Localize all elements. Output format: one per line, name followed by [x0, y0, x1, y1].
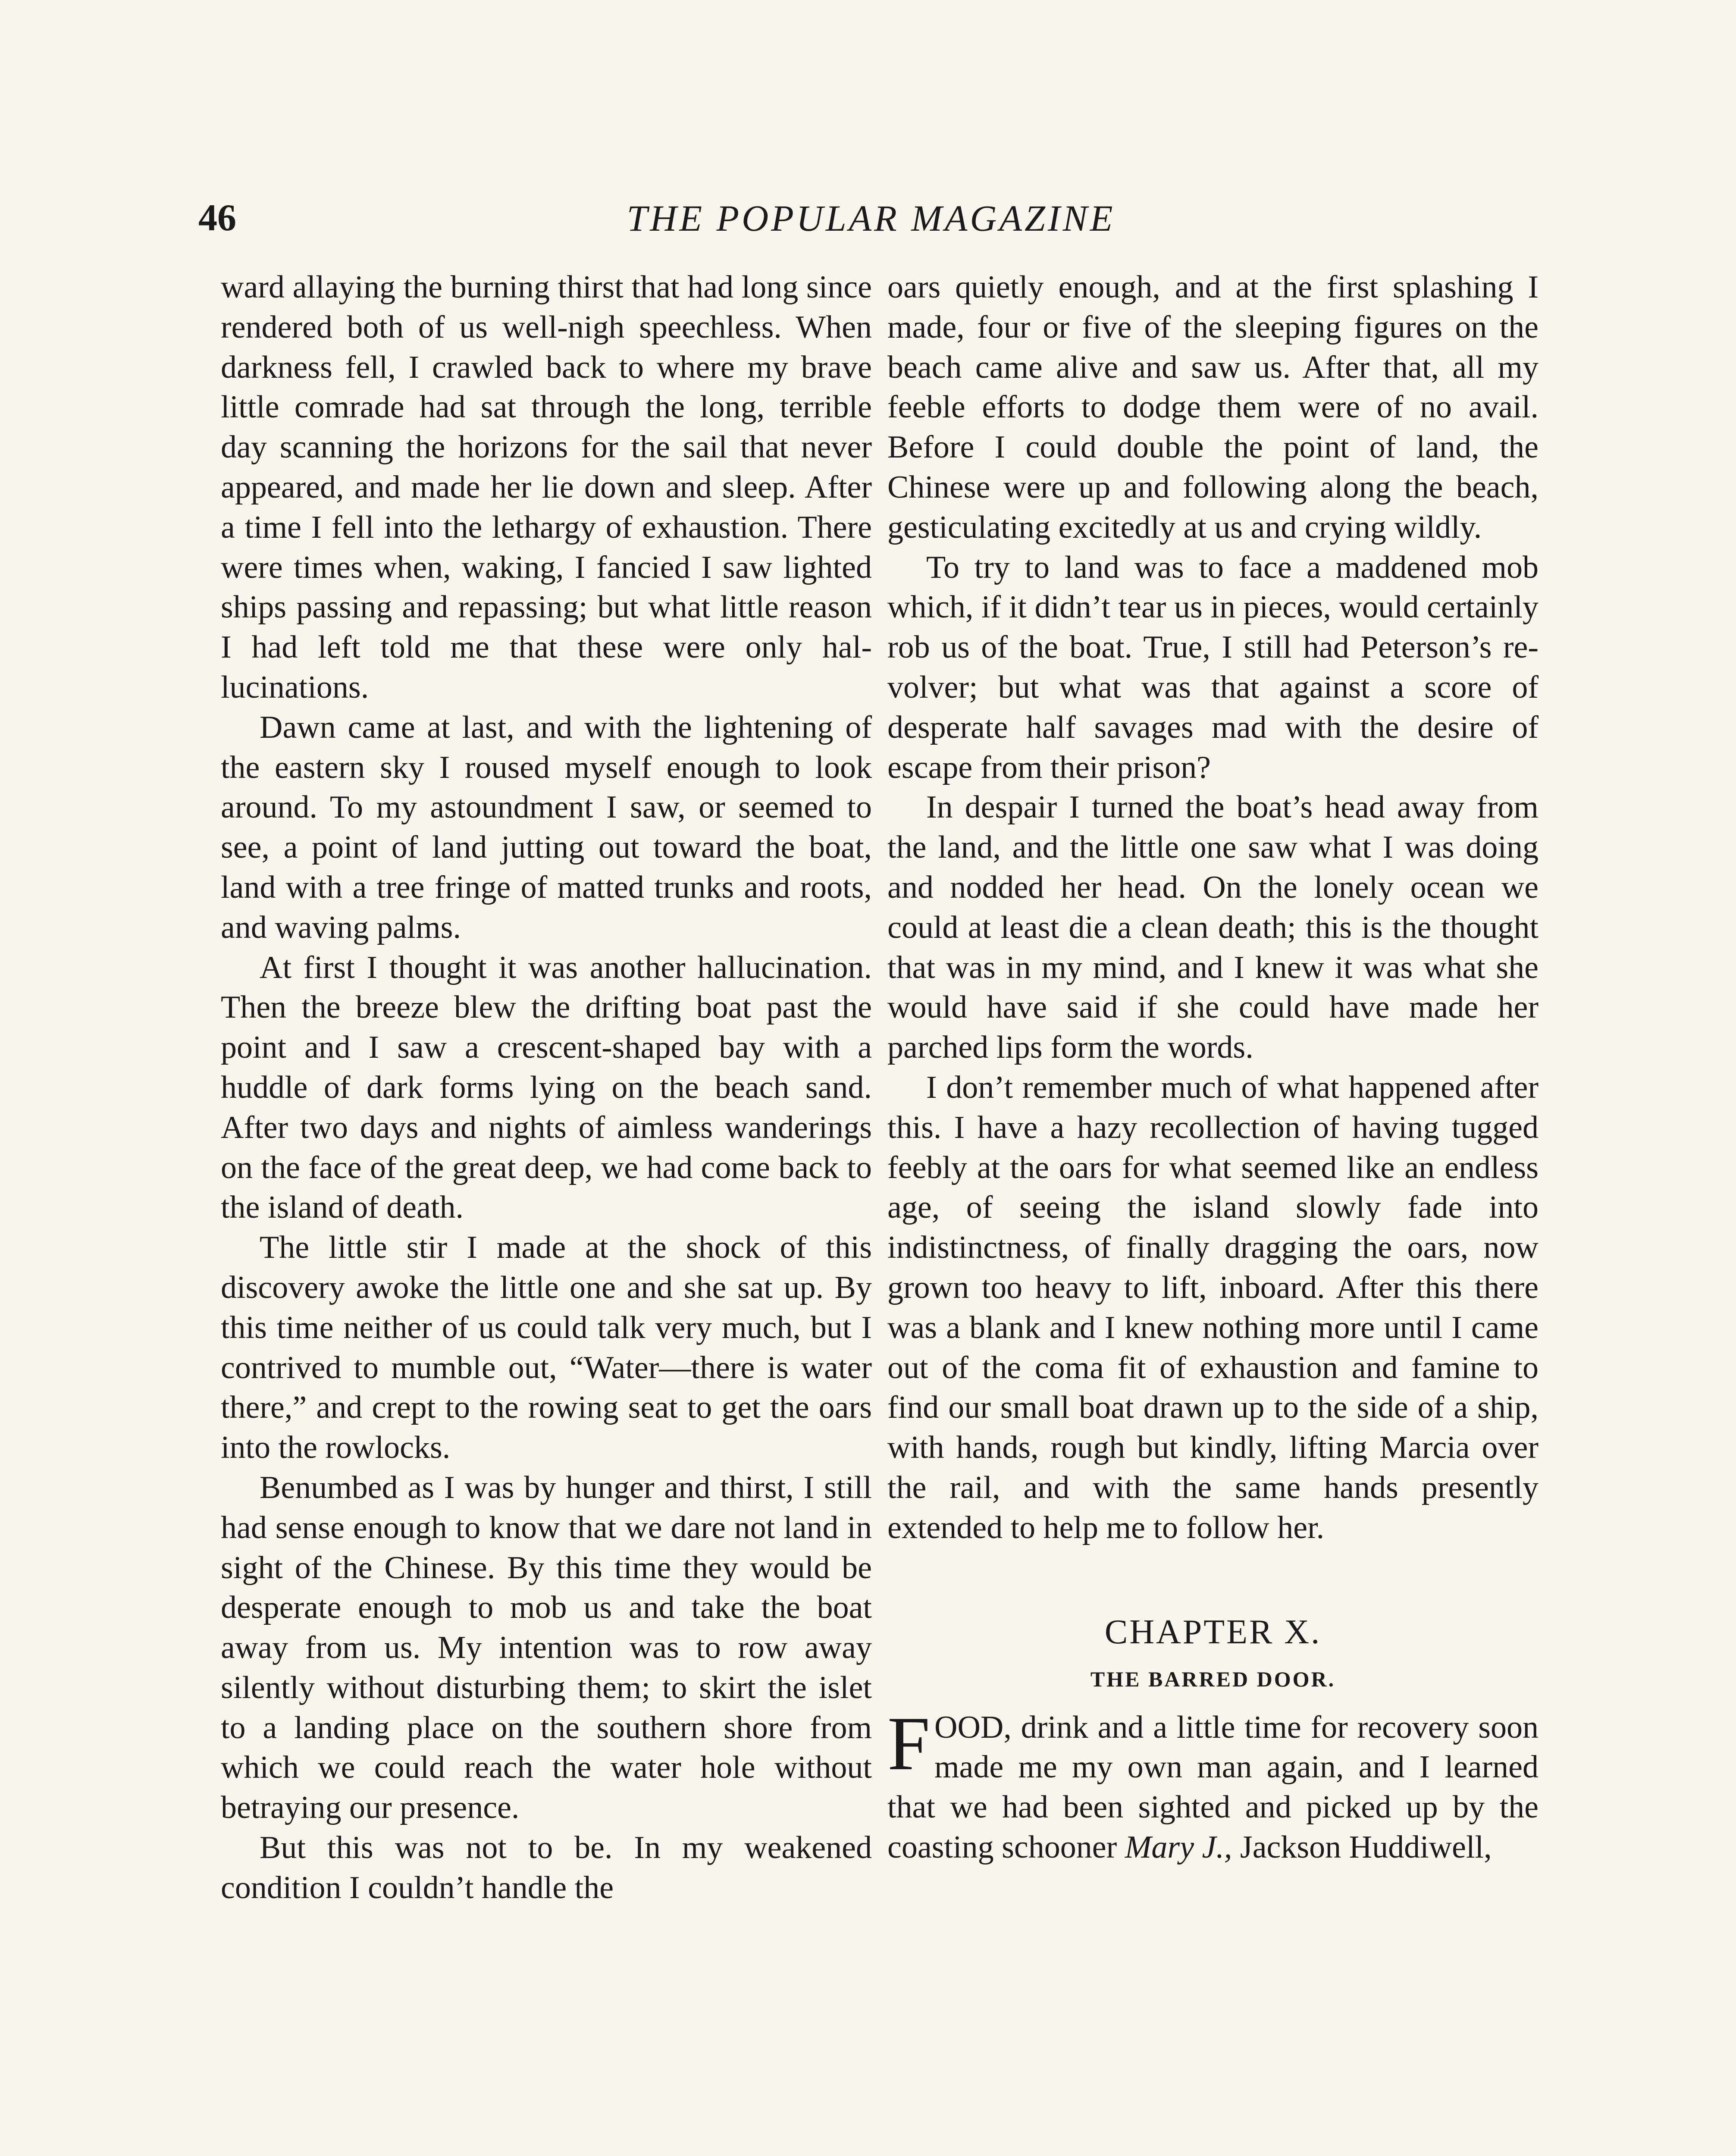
drop-cap: F — [887, 1700, 930, 1786]
paragraph: oars quietly enough, and at the first splashing I made, four or five of the sleeping figures on the beach came alive and saw us. After that, all my feeble efforts to dodge them were of no avail. Before I could double the point of land, the Chinese were up and following along the beach, gesticulating excitedly at us and crying wildly. — [887, 270, 1539, 545]
chapter-opening-paragraph — [887, 1700, 1539, 1868]
paragraph: Dawn came at last, and with the lightening of the eastern sky I roused myself enough to look around. To my astoundment I saw, or seemed to see, a point of land jutting out toward the boat, land with a tree fringe of matted trunks and roots, and waving palms. — [221, 709, 872, 945]
page-number: 46 — [198, 197, 236, 239]
chapter-heading: CHAPTER X. — [1104, 1613, 1322, 1651]
right-column — [887, 267, 1539, 1868]
paragraph-text-end: Jackson Huddiwell, — [1240, 1829, 1492, 1865]
paragraph: But this was not to be. In my weakened condition I couldn’t handle the — [221, 1830, 872, 1905]
paragraph-text: OOD, drink and a little time for recovery soon made me my own man again, and I learned that we had been sighted and picked up by the coasting schooner — [887, 1709, 1539, 1865]
paragraph: To try to land was to face a maddened mob which, if it didn’t tear us in pieces, would certainly rob us of the boat. True, I still had Peterson’s revolver; but what was that against a score of desperate half savages mad with the desire of escape from their prison? — [887, 549, 1539, 785]
paragraph: I don’t remember much of what happened after this. I have a hazy recollection of having tugged feebly at the oars for what seemed like an endless age, of seeing the island slowly fade into indistinctness, of finally dragging the oars, now grown too heavy to lift, inboard. After this there was a blank and I knew nothing more until I came out of the coma fit of exhaustion and famine to find our small boat drawn up to the side of a ship, with hands, rough but kindly, lifting Marcia over the rail, and with the same hands presently extended to help me to follow her. — [887, 1069, 1539, 1545]
paragraph: At first I thought it was another hallucination. Then the breeze blew the drifting boat past the point and I saw a crescent-shaped bay with a huddle of dark forms lying on the beach sand. After two days and nights of aimless wanderings on the face of the great deep, we had come back to the island of death. — [221, 950, 872, 1225]
paragraph: In despair I turned the boat’s head away from the land, and the little one saw what I was doing and nodded her head. On the lonely ocean we could at least die a clean death; this is the thought that was in my mind, and I knew it was what she would have said if she could have made her parched lips form the words. — [887, 790, 1539, 1065]
ship-name: Mary J., — [1125, 1829, 1232, 1865]
chapter-subtitle: THE BARRED DOOR. — [1090, 1667, 1336, 1691]
paragraph: The little stir I made at the shock of this discovery awoke the little one and she sat up. By this time neither of us could talk very much, but I contrived to mumble out, “Water—there is water there,” and crept to the rowing seat to get the oars into the rowlocks. — [221, 1230, 872, 1466]
running-title: THE POPULAR MAGAZINE — [627, 197, 1116, 239]
page-header — [198, 188, 1544, 248]
paragraph: ward allaying the burning thirst that had long since rendered both of us well-nigh speechless. When darkness fell, I crawled back to where my brave little comrade had sat through the long, terrible day scanning the horizons for the sail that never appeared, and made her lie down and sleep. After a time I fell into the lethargy of exhaustion. There were times when, waking, I fancied I saw lighted ships passing and repassing; but what little reason I had left told me that these were only hallucinations. — [221, 270, 872, 705]
left-column — [221, 267, 872, 1908]
paragraph: Benumbed as I was by hunger and thirst, I still had sense enough to know that we dare not land in sight of the Chinese. By this time they would be desperate enough to mob us and take the boat away from us. My intention was to row away silently without disturbing them; to skirt the islet to a landing place on the southern shore from which we could reach the water hole without betraying our presence. — [221, 1470, 872, 1826]
